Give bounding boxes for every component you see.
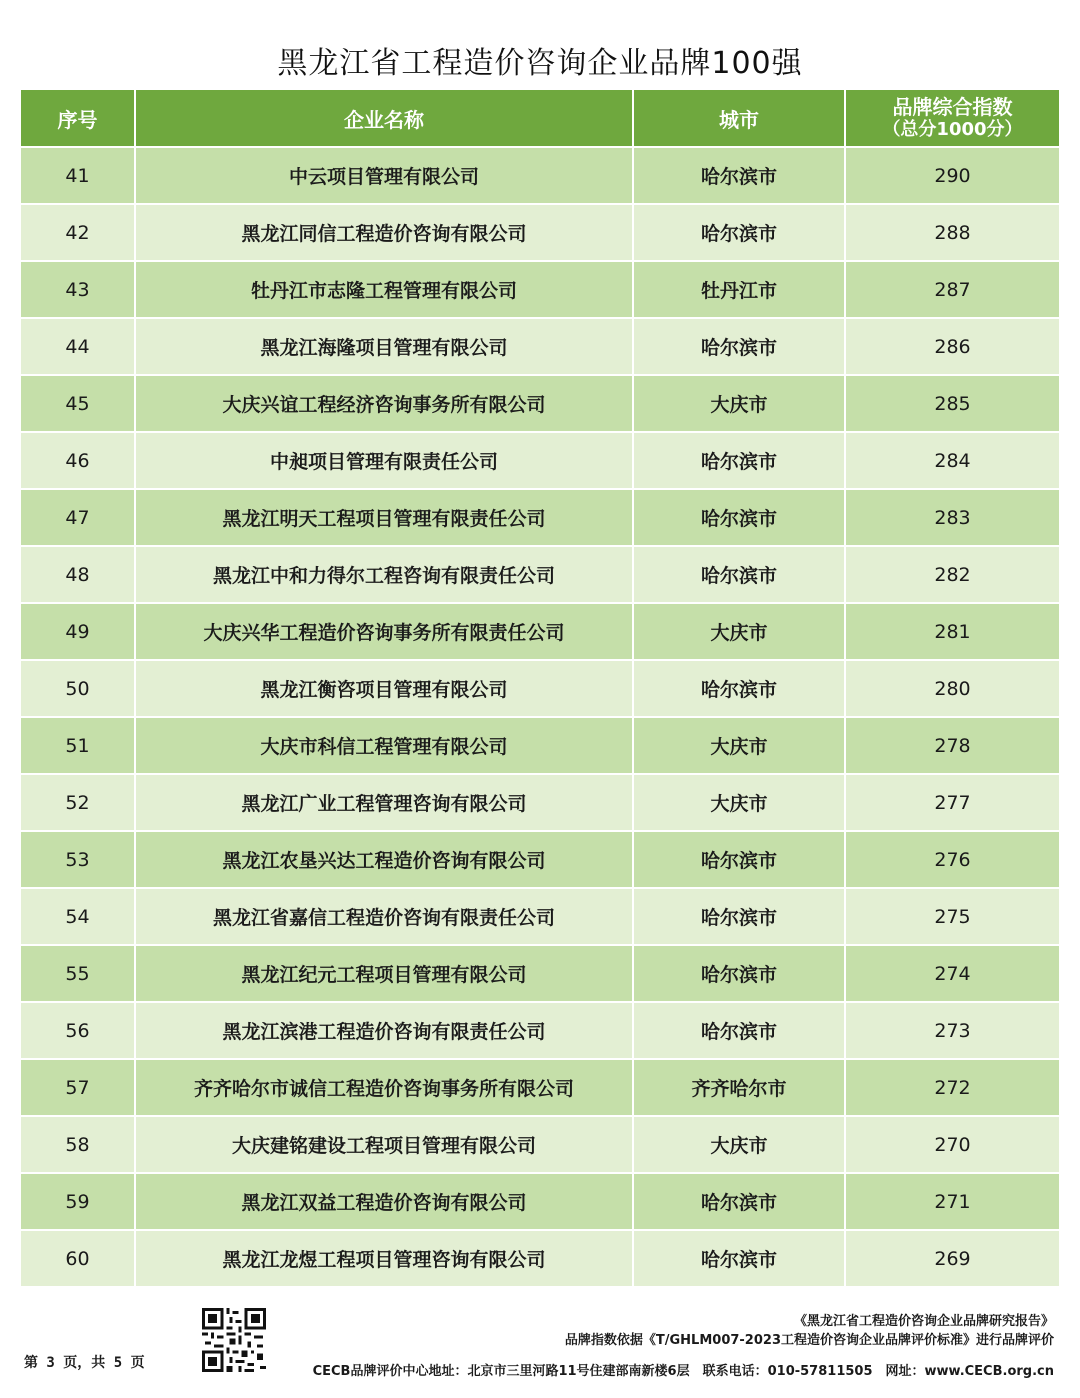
header-score-main: 品牌综合指数 [892, 95, 1013, 119]
cell-score: 269 [845, 1230, 1059, 1286]
cell-city: 哈尔滨市 [633, 432, 845, 489]
cell-no: 48 [21, 546, 135, 603]
cell-no: 57 [21, 1059, 135, 1116]
cell-score: 284 [845, 432, 1059, 489]
table-row [21, 1002, 1059, 1059]
cell-no: 59 [21, 1173, 135, 1230]
cell-no: 50 [21, 660, 135, 717]
cell-company-name: 黑龙江农垦兴达工程造价咨询有限公司 [135, 831, 633, 888]
table-row [21, 831, 1059, 888]
cell-no: 55 [21, 945, 135, 1002]
cell-city: 大庆市 [633, 717, 845, 774]
ranking-table [21, 90, 1059, 1286]
cell-city: 哈尔滨市 [633, 546, 845, 603]
footer-evaluation-basis: 品牌指数依据《T/GHLM007-2023工程造价咨询企业品牌评价标准》进行品牌评价 [564, 1333, 1054, 1348]
cell-no: 46 [21, 432, 135, 489]
cell-score: 285 [845, 375, 1059, 432]
cell-no: 58 [21, 1116, 135, 1173]
cell-company-name: 黑龙江海隆项目管理有限公司 [135, 318, 633, 375]
cell-city: 哈尔滨市 [633, 318, 845, 375]
cell-city: 哈尔滨市 [633, 831, 845, 888]
cell-city: 哈尔滨市 [633, 945, 845, 1002]
table-row [21, 945, 1059, 1002]
cell-score: 278 [845, 717, 1059, 774]
cell-company-name: 黑龙江双益工程造价咨询有限公司 [135, 1173, 633, 1230]
cell-score: 273 [845, 1002, 1059, 1059]
cell-score: 271 [845, 1173, 1059, 1230]
table-row [21, 261, 1059, 318]
cell-city: 哈尔滨市 [633, 204, 845, 261]
cell-no: 56 [21, 1002, 135, 1059]
cell-score: 270 [845, 1116, 1059, 1173]
cell-city: 大庆市 [633, 603, 845, 660]
cell-company-name: 黑龙江省嘉信工程造价咨询有限责任公司 [135, 888, 633, 945]
cell-no: 49 [21, 603, 135, 660]
cell-company-name: 大庆兴华工程造价咨询事务所有限责任公司 [135, 603, 633, 660]
cell-no: 60 [21, 1230, 135, 1286]
cell-no: 52 [21, 774, 135, 831]
cell-company-name: 黑龙江中和力得尔工程咨询有限责任公司 [135, 546, 633, 603]
cell-score: 287 [845, 261, 1059, 318]
cell-no: 42 [21, 204, 135, 261]
cell-company-name: 黑龙江衡咨项目管理有限公司 [135, 660, 633, 717]
cell-city: 大庆市 [633, 1116, 845, 1173]
table-body [21, 147, 1059, 1286]
table-row [21, 603, 1059, 660]
cell-city: 哈尔滨市 [633, 1173, 845, 1230]
cell-score: 275 [845, 888, 1059, 945]
cell-score: 280 [845, 660, 1059, 717]
table-row [21, 774, 1059, 831]
table-row [21, 147, 1059, 204]
cell-score: 286 [845, 318, 1059, 375]
cell-no: 45 [21, 375, 135, 432]
cell-score: 283 [845, 489, 1059, 546]
header-name: 企业名称 [135, 90, 633, 147]
table-row [21, 432, 1059, 489]
table-row [21, 1116, 1059, 1173]
header-no: 序号 [21, 90, 135, 147]
cell-company-name: 大庆建铭建设工程项目管理有限公司 [135, 1116, 633, 1173]
cell-no: 43 [21, 261, 135, 318]
qr-code-icon [202, 1308, 266, 1372]
cell-company-name: 中昶项目管理有限责任公司 [135, 432, 633, 489]
cell-city: 牡丹江市 [633, 261, 845, 318]
cell-no: 47 [21, 489, 135, 546]
cell-score: 272 [845, 1059, 1059, 1116]
cell-city: 大庆市 [633, 375, 845, 432]
cell-score: 274 [845, 945, 1059, 1002]
cell-city: 大庆市 [633, 774, 845, 831]
cell-score: 281 [845, 603, 1059, 660]
cell-company-name: 黑龙江滨港工程造价咨询有限责任公司 [135, 1002, 633, 1059]
cell-company-name: 大庆市科信工程管理有限公司 [135, 717, 633, 774]
cell-score: 288 [845, 204, 1059, 261]
cell-company-name: 大庆兴谊工程经济咨询事务所有限公司 [135, 375, 633, 432]
cell-city: 哈尔滨市 [633, 888, 845, 945]
cell-company-name: 黑龙江广业工程管理咨询有限公司 [135, 774, 633, 831]
cell-city: 哈尔滨市 [633, 1002, 845, 1059]
table-row [21, 318, 1059, 375]
footer-report-title: 《黑龙江省工程造价咨询企业品牌研究报告》 [793, 1314, 1054, 1329]
cell-company-name: 中云项目管理有限公司 [135, 147, 633, 204]
cell-score: 277 [845, 774, 1059, 831]
cell-company-name: 黑龙江同信工程造价咨询有限公司 [135, 204, 633, 261]
cell-company-name: 黑龙江纪元工程项目管理有限公司 [135, 945, 633, 1002]
cell-no: 54 [21, 888, 135, 945]
cell-no: 44 [21, 318, 135, 375]
table-row [21, 888, 1059, 945]
table-row [21, 1230, 1059, 1286]
header-score-sub: （总分1000分） [882, 119, 1023, 140]
cell-city: 齐齐哈尔市 [633, 1059, 845, 1116]
table-row [21, 546, 1059, 603]
cell-score: 282 [845, 546, 1059, 603]
cell-score: 290 [845, 147, 1059, 204]
cell-no: 51 [21, 717, 135, 774]
table-row [21, 489, 1059, 546]
cell-score: 276 [845, 831, 1059, 888]
cell-company-name: 齐齐哈尔市诚信工程造价咨询事务所有限公司 [135, 1059, 633, 1116]
cell-city: 哈尔滨市 [633, 660, 845, 717]
cell-company-name: 黑龙江明天工程项目管理有限责任公司 [135, 489, 633, 546]
page-title: 黑龙江省工程造价咨询企业品牌100强 [277, 46, 803, 81]
header-score [845, 90, 1059, 147]
header-city: 城市 [633, 90, 845, 147]
table-row [21, 204, 1059, 261]
cell-company-name: 黑龙江龙煜工程项目管理咨询有限公司 [135, 1230, 633, 1286]
cell-city: 哈尔滨市 [633, 489, 845, 546]
footer-contact-info: CECB品牌评价中心地址：北京市三里河路11号住建部南新楼6层 联系电话：010-57811505 网址：www.CECB.org.cn [312, 1364, 1054, 1379]
page-number: 第 3 页，共 5 页 [24, 1355, 145, 1371]
cell-no: 53 [21, 831, 135, 888]
cell-company-name: 牡丹江市志隆工程管理有限公司 [135, 261, 633, 318]
table-row [21, 660, 1059, 717]
table-row [21, 1059, 1059, 1116]
table-header-row [21, 90, 1059, 147]
cell-city: 哈尔滨市 [633, 1230, 845, 1286]
table-row [21, 1173, 1059, 1230]
table-row [21, 717, 1059, 774]
table-row [21, 375, 1059, 432]
cell-no: 41 [21, 147, 135, 204]
cell-city: 哈尔滨市 [633, 147, 845, 204]
